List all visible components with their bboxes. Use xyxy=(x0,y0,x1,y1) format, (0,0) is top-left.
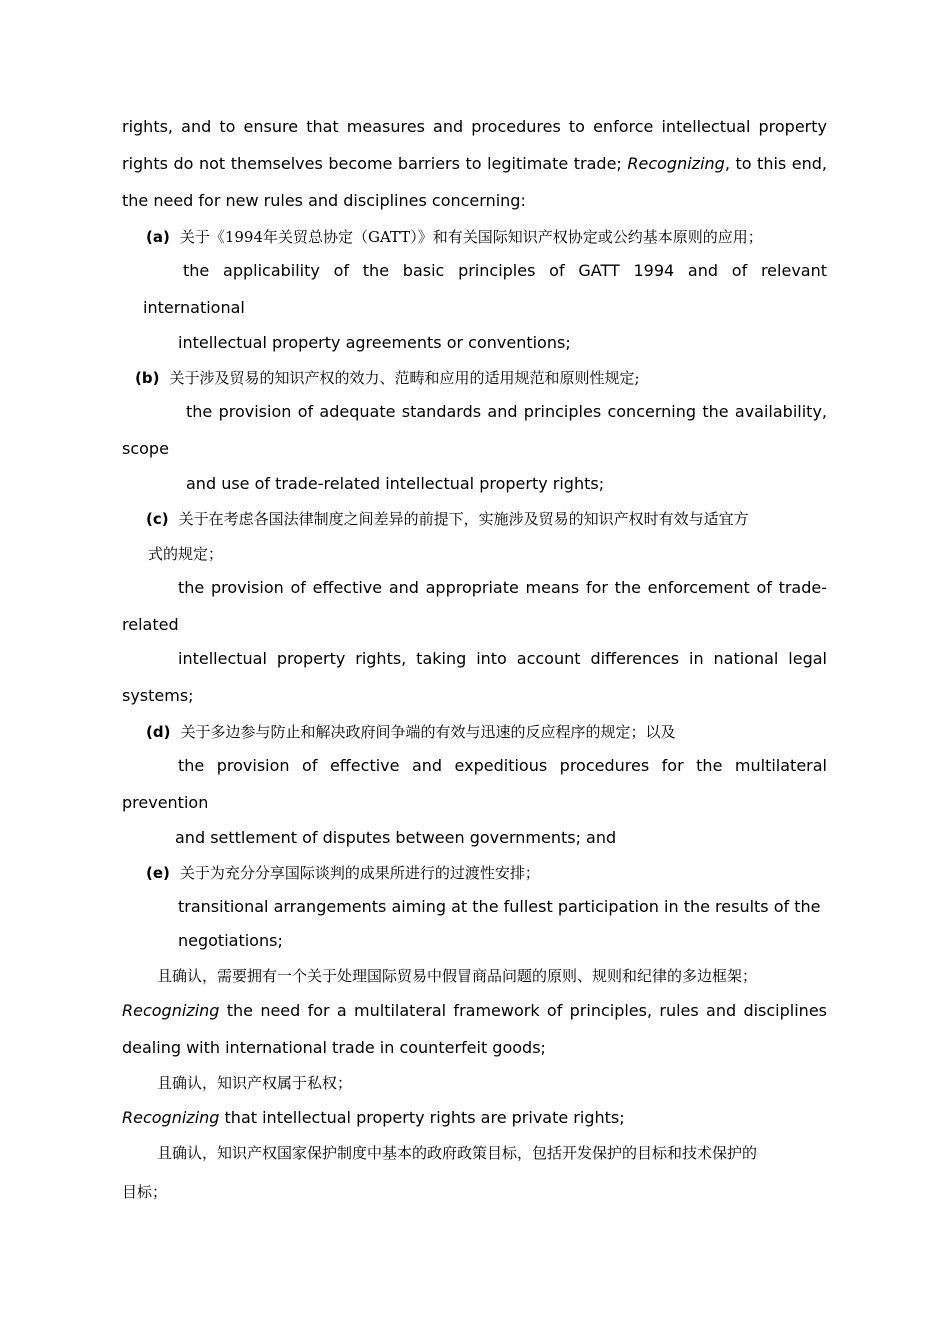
recital-chinese-cont: 目标； xyxy=(122,1183,168,1201)
recital-english-line xyxy=(122,1107,625,1129)
paragraph-line: rights, and to ensure that measures and procedures to enforce intellectual property xyxy=(122,117,827,136)
chinese-text: 关于《1994年关贸总协定（GATT）》和有关国际知识产权协定或公约基本原则的应用； xyxy=(179,228,763,246)
recognizing-emphasis: Recognizing xyxy=(122,1001,220,1020)
item-a-english-line: the applicability of the basic principles of GATT 1994 and of relevant xyxy=(183,261,827,280)
recital-chinese: 且确认，知识产权属于私权； xyxy=(157,1074,353,1092)
item-b-chinese xyxy=(135,367,640,389)
item-a-chinese xyxy=(146,226,763,248)
text-span: rights do not themselves become barriers to legitimate trade; xyxy=(122,154,628,173)
paragraph-line xyxy=(122,153,827,175)
text-span: that intellectual property rights are private rights; xyxy=(219,1108,625,1127)
item-label: (b) xyxy=(135,369,160,387)
chinese-text: 关于在考虑各国法律制度之间差异的前提下，实施涉及贸易的知识产权时有效与适宜方 xyxy=(178,510,749,528)
item-b-english-line: scope xyxy=(122,439,169,458)
recital-chinese: 且确认，需要拥有一个关于处理国际贸易中假冒商品问题的原则、规则和纪律的多边框架； xyxy=(157,967,758,985)
item-b-english-line: and use of trade-related intellectual property rights; xyxy=(186,474,605,493)
item-label: (a) xyxy=(146,228,170,246)
item-a-english-line: intellectual property agreements or conventions; xyxy=(178,333,571,352)
recital-chinese: 且确认，知识产权国家保护制度中基本的政府政策目标，包括开发保护的目标和技术保护的 xyxy=(157,1144,758,1162)
recognizing-emphasis: Recognizing xyxy=(627,154,725,173)
item-c-chinese xyxy=(146,508,749,530)
item-c-chinese-cont: 式的规定； xyxy=(148,545,224,563)
item-e-chinese xyxy=(146,862,540,884)
chinese-text: 关于涉及贸易的知识产权的效力、范畴和应用的适用规范和原则性规定; xyxy=(169,369,640,387)
item-label: (d) xyxy=(146,723,171,741)
item-b-english-line: the provision of adequate standards and principles concerning the availability, xyxy=(186,402,827,421)
recognizing-emphasis: Recognizing xyxy=(122,1108,220,1127)
item-label: (c) xyxy=(146,510,169,528)
text-span: , to this end, xyxy=(724,154,828,173)
item-c-english-line: the provision of effective and appropriate means for the enforcement of trade- xyxy=(178,578,827,597)
item-d-english-line: prevention xyxy=(122,793,209,812)
item-c-english-line: systems; xyxy=(122,686,194,705)
item-d-english-line: and settlement of disputes between governments; and xyxy=(175,828,617,847)
item-d-chinese xyxy=(146,721,675,743)
item-label: (e) xyxy=(146,864,170,882)
recital-english-line: dealing with international trade in counterfeit goods; xyxy=(122,1038,546,1057)
paragraph-line: the need for new rules and disciplines concerning: xyxy=(122,191,526,210)
chinese-text: 关于为充分分享国际谈判的成果所进行的过渡性安排； xyxy=(179,864,540,882)
item-d-english-line: the provision of effective and expeditious procedures for the multilateral xyxy=(178,756,827,775)
item-c-english-line: intellectual property rights, taking into account differences in national legal xyxy=(178,649,827,668)
text-span: the need for a multilateral framework of principles, rules and disciplines xyxy=(219,1001,827,1020)
item-a-english-line: international xyxy=(143,298,245,317)
item-c-english-line: related xyxy=(122,615,179,634)
chinese-text: 关于多边参与防止和解决政府间争端的有效与迅速的反应程序的规定；以及 xyxy=(180,723,676,741)
item-e-english-line: transitional arrangements aiming at the fullest participation in the results of the xyxy=(178,897,821,916)
item-e-english-line: negotiations; xyxy=(178,931,283,950)
recital-english-line xyxy=(122,1000,827,1022)
